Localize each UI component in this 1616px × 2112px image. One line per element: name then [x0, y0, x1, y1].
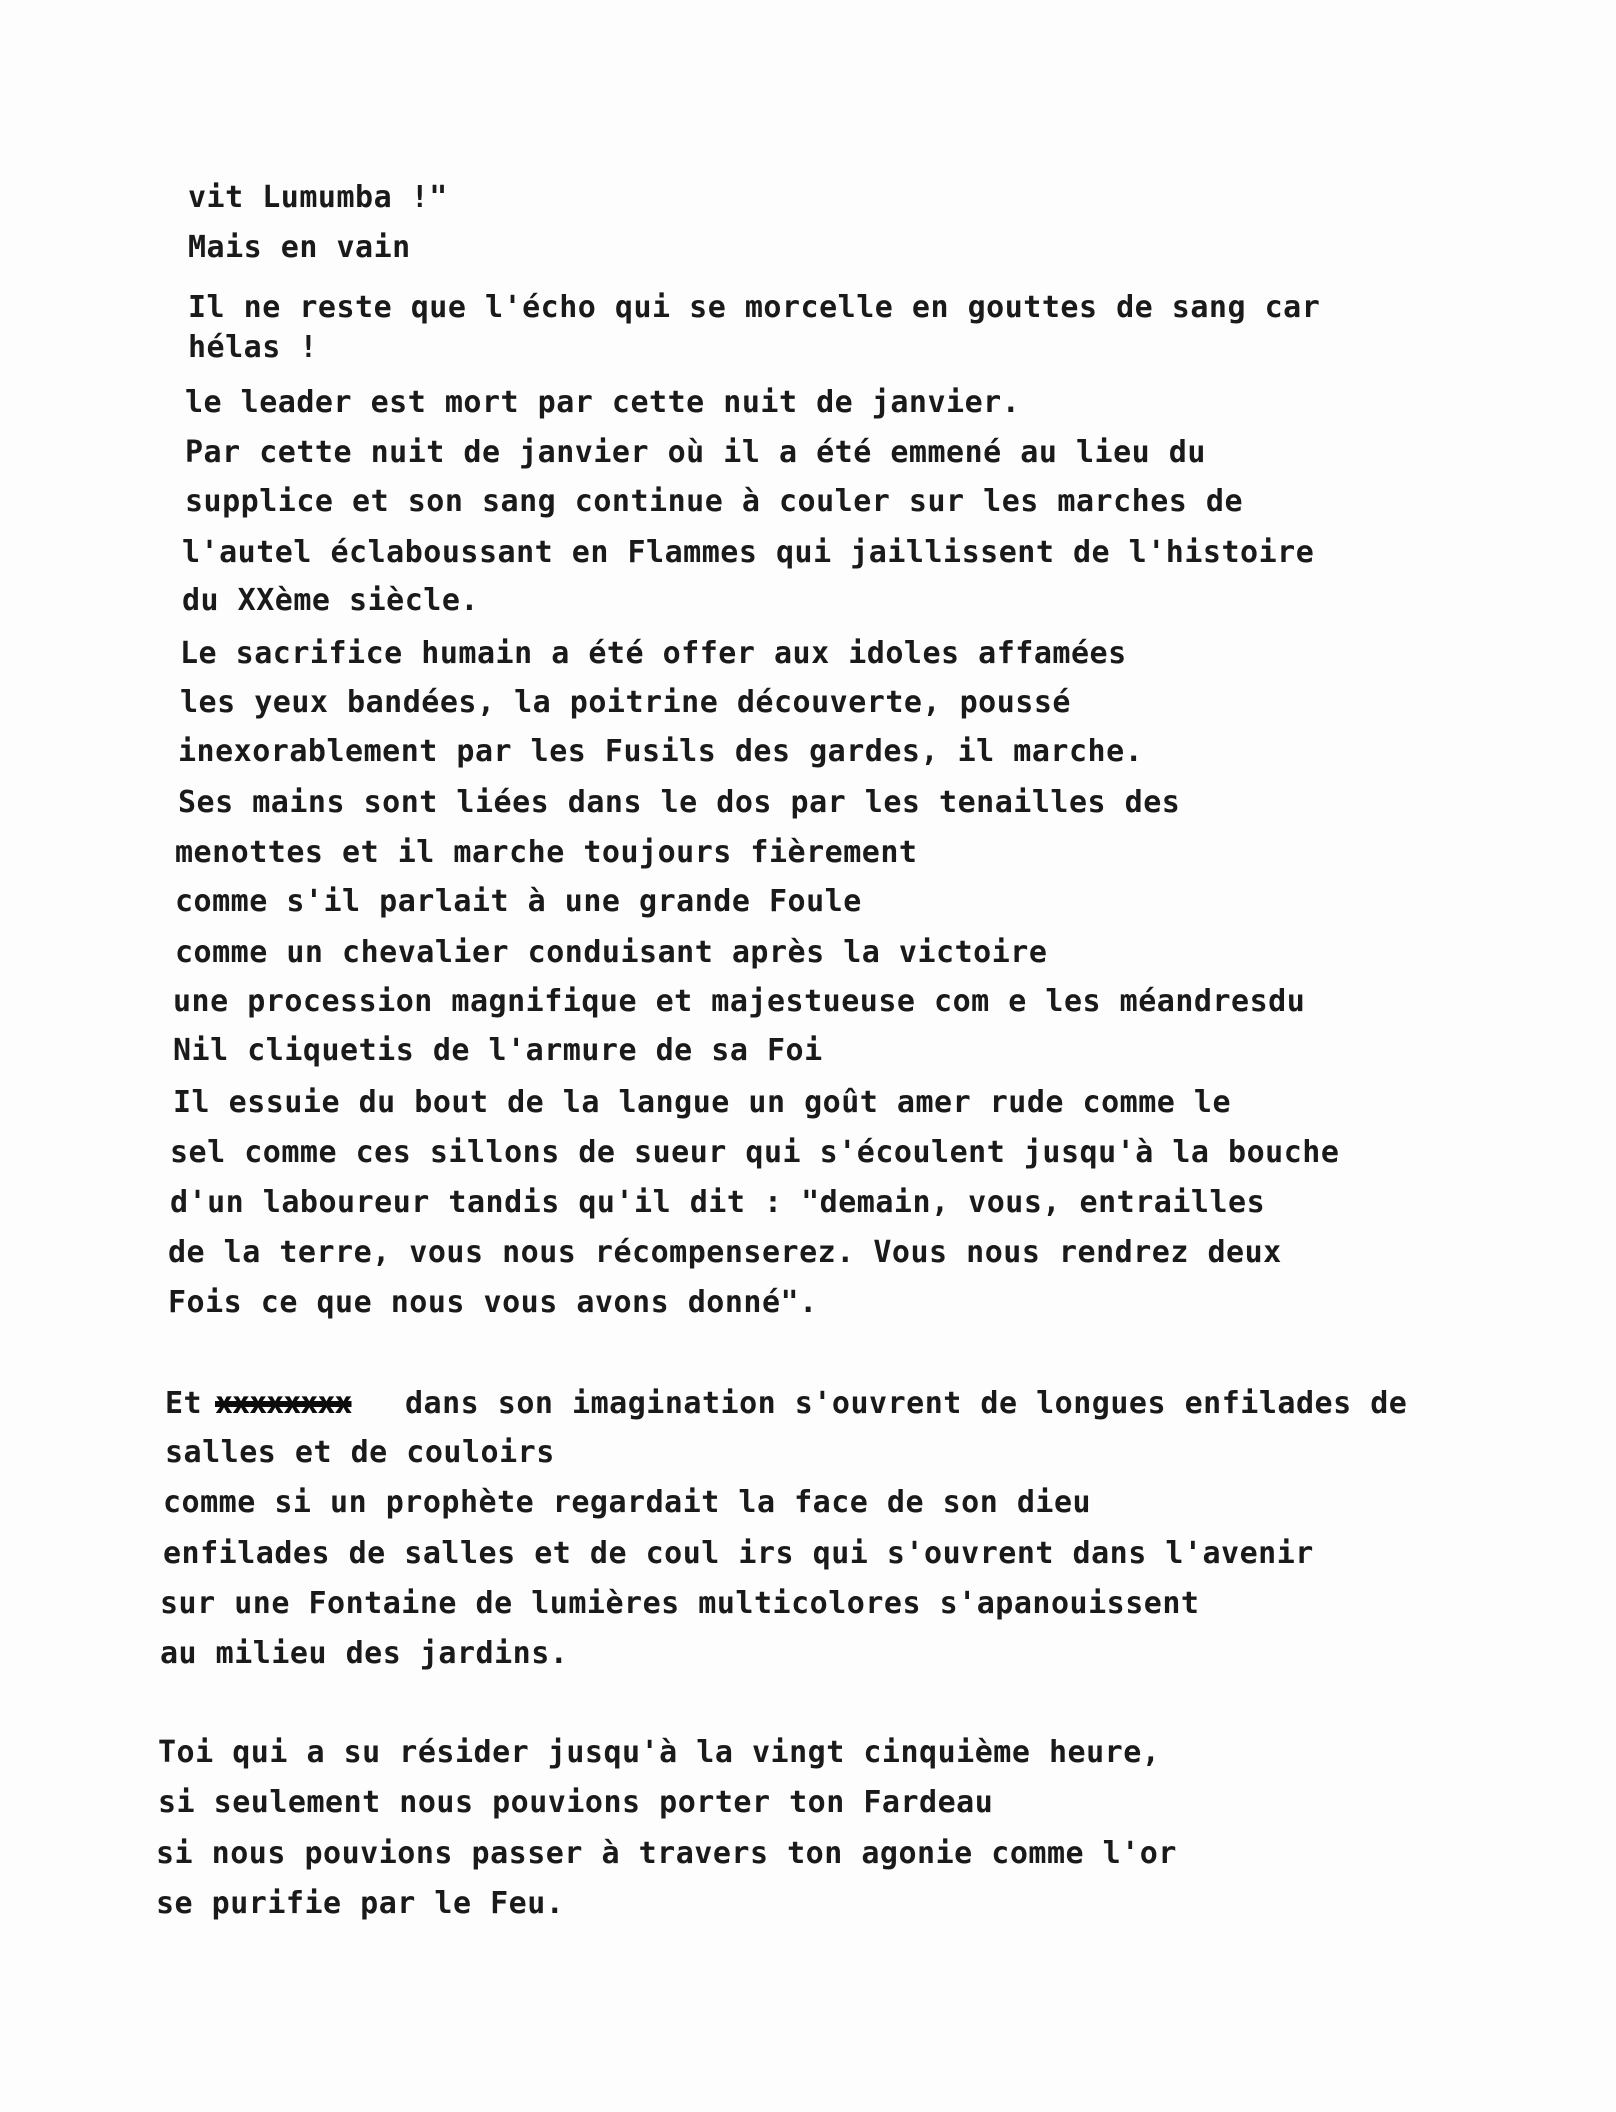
- text-line: se purifie par le Feu.: [156, 1886, 565, 1921]
- text-line: Le sacrifice humain a été offer aux idoles affamées: [180, 636, 1127, 671]
- text-line: hélas !: [188, 330, 318, 365]
- text-line: sel comme ces sillons de sueur qui s'écoulent jusqu'à la bouche: [170, 1135, 1340, 1170]
- text-line: du XXème siècle.: [182, 583, 479, 618]
- text-line: menottes et il marche toujours fièrement: [175, 835, 918, 870]
- text-line: Il ne reste que l'écho qui se morcelle en gouttes de sang car: [188, 290, 1321, 325]
- text-line: le leader est mort par cette nuit de janvier.: [185, 385, 1021, 420]
- text-line: une procession magnifique et majestueuse com e les méandresdu: [173, 984, 1306, 1019]
- text-line: comme s'il parlait à une grande Foule: [175, 884, 862, 919]
- text-line: l'autel éclaboussant en Flammes qui jaillissent de l'histoire: [182, 535, 1315, 570]
- text-line: supplice et son sang continue à couler sur les marches de: [185, 484, 1244, 519]
- text-line: de la terre, vous nous récompenserez. Vous nous rendrez deux: [168, 1235, 1282, 1270]
- text-line: sur une Fontaine de lumières multicolores s'apanouissent: [160, 1586, 1200, 1621]
- struck-out-word: xxxxxxxx: [215, 1386, 352, 1421]
- text-line: Mais en vain: [188, 230, 411, 265]
- text-line: Toi qui a su résider jusqu'à la vingt cinquième heure,: [158, 1735, 1161, 1770]
- text-line: comme un chevalier conduisant après la victoire: [175, 935, 1048, 970]
- text-line: Nil cliquetis de l'armure de sa Foi: [173, 1033, 823, 1068]
- text-line: dans son imagination s'ouvrent de longues enfilades de: [405, 1386, 1408, 1421]
- text-line: enfilades de salles et de coul irs qui s'ouvrent dans l'avenir: [163, 1536, 1314, 1571]
- text-line: Par cette nuit de janvier où il a été emmené au lieu du: [185, 435, 1206, 470]
- text-line: les yeux bandées, la poitrine découverte, poussé: [180, 685, 1071, 720]
- text-line: Fois ce que nous vous avons donné".: [168, 1285, 818, 1320]
- text-line: si nous pouvions passer à travers ton agonie comme l'or: [156, 1836, 1177, 1871]
- text-line: inexorablement par les Fusils des gardes, il marche.: [178, 734, 1144, 769]
- text-line: si seulement nous pouvions porter ton Fardeau: [158, 1785, 994, 1820]
- text-line: Il essuie du bout de la langue un goût amer rude comme le: [173, 1085, 1232, 1120]
- text-line: comme si un prophète regardait la face de son dieu: [163, 1485, 1092, 1520]
- text-line: vit Lumumba !": [188, 180, 448, 215]
- text-line: salles et de couloirs: [165, 1435, 555, 1470]
- text-line-start: Et: [165, 1386, 203, 1421]
- text-line: au milieu des jardins.: [160, 1636, 569, 1671]
- text-line: d'un laboureur tandis qu'il dit : "demain, vous, entrailles: [170, 1185, 1266, 1220]
- text-line: Ses mains sont liées dans le dos par les tenailles des: [178, 785, 1181, 820]
